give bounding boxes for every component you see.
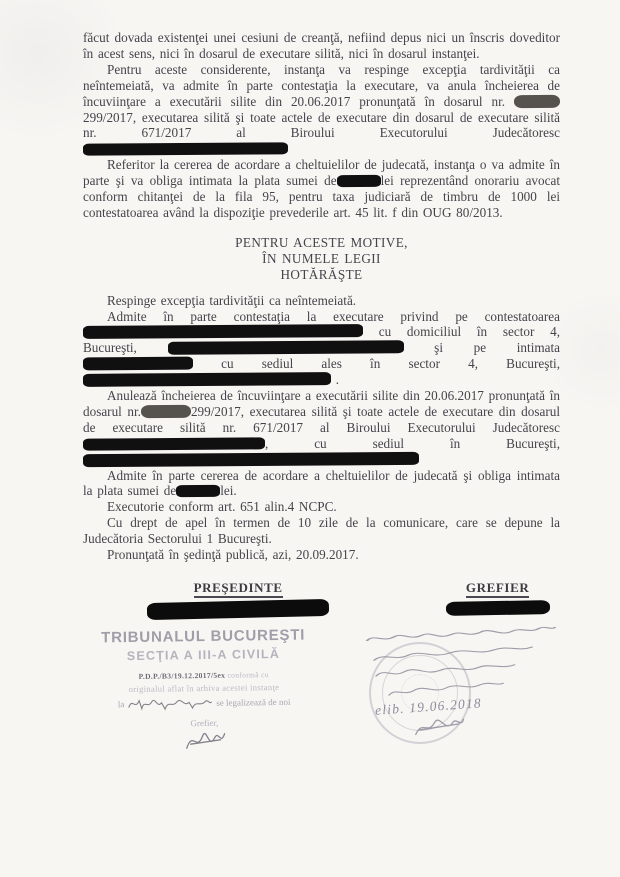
ruling-paragraph: Pronunţată în şedinţă publică, azi, 20.09.2017.: [107, 547, 359, 563]
redaction-bar: [83, 357, 193, 371]
decision-heading-line: ÎN NUMELE LEGII: [262, 250, 381, 266]
ruling-paragraph: Respinge excepţia tardivităţii ca neîntemeiată.: [107, 292, 357, 308]
handwriting-date-line: elib. 19.06.2018: [374, 695, 483, 718]
redaction-bar: [83, 437, 265, 450]
redaction-bar: [83, 451, 419, 466]
stamp-reference: P.D.P./B3/19.12.2017/5ex: [138, 670, 226, 681]
redaction-bar: [176, 485, 220, 497]
handwritten-annotation: [363, 626, 569, 738]
redaction-bar: [83, 143, 288, 156]
redaction-bar: [141, 405, 191, 418]
redaction-bar: [514, 94, 560, 107]
body-paragraph: făcut dovada existenţei unei cesiuni de creanţă, nefiind depus nici un înscris doveditor în acest sens, nici în dosarul de executare silită, nici în dosarul instanţei.: [83, 30, 560, 61]
clerk-name-redaction: [446, 600, 550, 616]
decision-heading-line: HOTĂRĂŞTE: [280, 266, 363, 282]
stamp-legalize-suffix: se legalizează de noi: [216, 696, 291, 708]
body-paragraph: Pentru aceste considerente, instanţa va respinge excepţia tardivităţii ca neîntemeiată, va admite în parte contestaţia la executare, va anula încheierea de încuviinţare a executării silite din 20.06.2017 pronunţată în dosarul nr. 299/2017, executarea silită şi toate actele de executare din dosarul de executare silită nr. 671/2017 al Biroului Executorului Judecătoresc: [83, 62, 560, 157]
president-label: PREŞEDINTE: [194, 580, 283, 598]
redaction-bar: [83, 372, 331, 387]
clerk-signature-block: [435, 579, 560, 618]
document-paragraphs: [83, 30, 560, 563]
stamp-reference-line: [85, 669, 323, 681]
document-content: [83, 30, 560, 840]
ruling-paragraph: Cu drept de apel în termen de 10 zile de la comunicare, care se depune la Judecătoria Sectorului 1 Bucureşti.: [83, 515, 560, 547]
certification-stamp: [84, 626, 324, 760]
ruling-paragraph: Admite în parte cererea de acordare a cheltuielilor de judecată şi obliga intimata la plata sumei de lei.: [83, 467, 560, 499]
clerk-label: GREFIER: [466, 580, 529, 598]
body-paragraph: Referitor la cererea de acordare a cheltuielilor de judecată, instanţa o va admite în parte şi va obliga intimata la plata sumei de lei reprezentând onorariu avocat conform chitanţei de la fila 95, pentru taxa judiciară de timbru de 1000 lei contestatoarea având la dispoziţie prevederile art. 45 lit. f din OUG 80/2013.: [83, 157, 560, 220]
handwriting-initials-scribble: [410, 713, 468, 739]
stamp-conform-fragment: conformă cu: [227, 670, 269, 680]
redaction-bar: [337, 175, 381, 187]
ruling-paragraph: Executorie conform art. 651 alin.4 NCPC.: [107, 499, 337, 515]
stamp-court-name: TRIBUNALUL BUCUREŞTI: [101, 626, 306, 647]
clerk-signature-scribble: [180, 728, 228, 755]
ruling-paragraph: Admite în parte contestaţia la executare privind pe contestatoarea cu domiciliul în sector 4, Bucureşti, şi pe intimata cu sediul ales în sector 4, Bucureşti, .: [83, 308, 560, 388]
stamp-la-prefix: la: [117, 699, 125, 710]
stamp-clerk-label: Grefier,: [190, 717, 219, 729]
redaction-bar: [83, 324, 363, 339]
stamp-archive-line: originalul aflat în arhiva acestei instanţe: [128, 681, 280, 695]
president-name-redaction: [147, 599, 329, 620]
stamp-legalize-line: [85, 693, 323, 712]
signature-row: [83, 579, 560, 618]
stamp-section-name: SECŢIA A III-A CIVILĂ: [126, 646, 281, 664]
redaction-bar: [167, 340, 403, 355]
stamps-area: [83, 620, 560, 840]
ruling-paragraph: Anulează încheierea de încuviinţare a executării silite din 20.06.2017 pronunţată în dosarul nr. 299/2017, executarea silită şi toate actele de executare din dosarul de executare silită nr. 671/2017 al Biroului Executorului Judecătoresc , cu sediul în Bucureşti,: [83, 388, 560, 468]
president-signature-block: [123, 579, 353, 618]
decision-heading-line: PENTRU ACESTE MOTIVE,: [235, 234, 408, 250]
handwritten-case-number: [127, 695, 213, 712]
